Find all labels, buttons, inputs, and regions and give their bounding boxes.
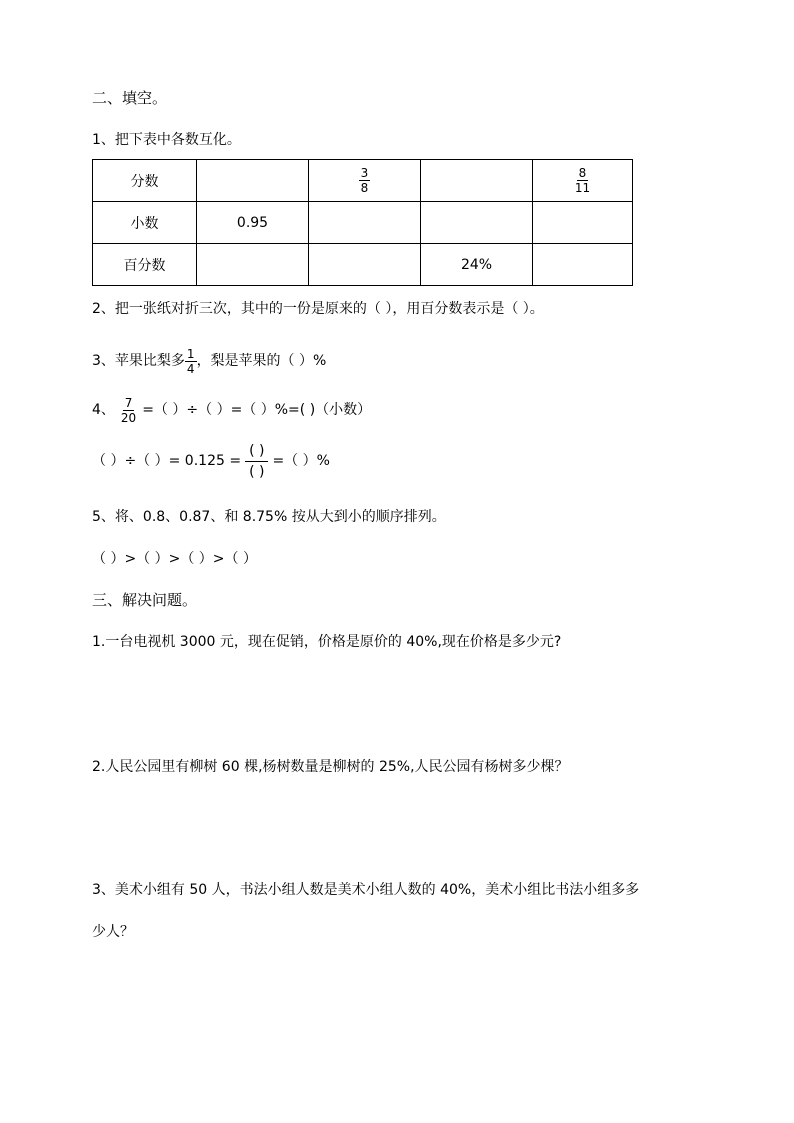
- section-2-title: 二、填空。: [92, 89, 168, 107]
- question-3: [92, 344, 326, 378]
- table-cell-fraction: [533, 160, 633, 202]
- fraction-numerator: 3: [360, 166, 369, 180]
- question-5-order-line: （ ）>（ ）>（ ）>（ ）: [92, 551, 257, 567]
- fraction-numerator: 8: [578, 166, 587, 180]
- table-cell: 0.95: [197, 202, 309, 244]
- table-cell: [309, 202, 421, 244]
- row-label: 百分数: [93, 244, 197, 286]
- blank-denominator: ( ): [249, 463, 265, 480]
- question-4-line-2-after: =（ ）%: [272, 453, 330, 469]
- fraction-denominator: 11: [574, 181, 591, 195]
- question-4-prefix: 4、: [92, 402, 115, 418]
- fraction-numerator: 1: [186, 346, 195, 361]
- problem-1-text: 1.一台电视机 3000 元，现在促销，价格是原价的 40%,现在价格是多少元?: [92, 634, 562, 650]
- question-3-before: 3、苹果比梨多: [92, 353, 185, 369]
- conversion-table: [92, 159, 633, 286]
- table-cell: [533, 244, 633, 286]
- fraction-denominator: 4: [186, 361, 195, 376]
- table-cell: [421, 160, 533, 202]
- problem-3-line-1: 3、美术小组有 50 人，书法小组人数是美术小组人数的 40%，美术小组比书法小组多多: [92, 882, 640, 898]
- question-1-text: 1、把下表中各数互化。: [92, 132, 241, 148]
- table-row: [93, 202, 633, 244]
- fraction: [573, 166, 592, 195]
- table-cell: [197, 160, 309, 202]
- question-3-after: ，梨是苹果的（ ）%: [196, 353, 327, 369]
- table-cell: 24%: [421, 244, 533, 286]
- row-label: 分数: [93, 160, 197, 202]
- problem-3-line-2: 少人？: [92, 924, 134, 940]
- table-cell-fraction: [309, 160, 421, 202]
- problem-2-text: 2.人民公园里有柳树 60 棵,杨树数量是柳树的 25%,人民公园有杨树多少棵？: [92, 759, 569, 775]
- question-5-text: 5、将、0.8、0.87、和 8.75% 按从大到小的顺序排列。: [92, 509, 446, 525]
- question-2-text: 2、把一张纸对折三次，其中的一份是原来的（ ），用百分数表示是（ ）。: [92, 301, 544, 317]
- table-row: [93, 160, 633, 202]
- table-cell: [533, 202, 633, 244]
- table-cell: [197, 244, 309, 286]
- table-row: [93, 244, 633, 286]
- fraction: [359, 166, 371, 195]
- fraction-numerator: 7: [124, 395, 133, 410]
- fraction-denominator: 20: [120, 410, 137, 425]
- question-4-line-1: [92, 393, 371, 427]
- question-4-line-2-before: （ ）÷（ ）= 0.125 =: [92, 453, 242, 469]
- section-3-title: 三、解决问题。: [92, 591, 198, 609]
- question-4-line-2: [92, 440, 330, 482]
- blank-fraction: [245, 442, 268, 481]
- fraction: [119, 396, 138, 425]
- question-4-line-1-rest: =（ ）÷（ ）=（ ）%=( )（小数）: [142, 402, 372, 418]
- row-label: 小数: [93, 202, 197, 244]
- blank-numerator: ( ): [245, 442, 268, 462]
- fraction-denominator: 8: [360, 181, 369, 195]
- fraction: [185, 347, 197, 376]
- table-cell: [309, 244, 421, 286]
- table-cell: [421, 202, 533, 244]
